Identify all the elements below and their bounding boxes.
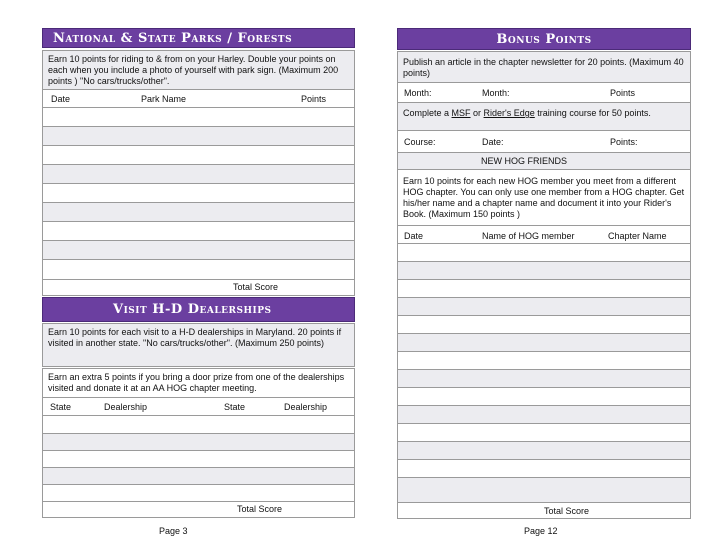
hog-column-header [397, 226, 691, 244]
table-row[interactable] [398, 370, 690, 388]
hog-col-name: Name of HOG member [482, 231, 575, 241]
hog-total-row [397, 503, 691, 519]
newsletter-column-header [397, 83, 691, 103]
table-row[interactable] [398, 334, 690, 352]
hog-header [397, 153, 691, 170]
training-col-date: Date: [482, 137, 504, 147]
table-row[interactable] [43, 222, 354, 241]
dealer-col-dealership-2: Dealership [284, 402, 328, 412]
hog-description-box [397, 170, 691, 226]
training-text-or: or [470, 108, 484, 118]
hog-description: Earn 10 points for each new HOG member you meet from a different HOG chapter. You can only use one member from a HOG chapter. Get his/her name and a chapter name and document it into your Rider's Book. (Maximum 150 points ) [403, 176, 685, 219]
parks-header [42, 28, 355, 48]
parks-col-park: Park Name [141, 94, 187, 104]
table-row[interactable] [398, 316, 690, 334]
training-text-post: training course for 50 points. [534, 108, 651, 118]
newsletter-box [397, 51, 691, 83]
newsletter-col-month-1: Month: [404, 88, 432, 98]
dealer-col-state-2: State [224, 402, 246, 412]
table-row[interactable] [43, 260, 354, 280]
dealerships-description-box [42, 323, 355, 367]
hog-entry-table [397, 244, 691, 503]
table-row[interactable] [43, 203, 354, 222]
parks-title: National & State Parks / Forests [53, 30, 293, 46]
hog-title: NEW HOG FRIENDS [481, 156, 568, 166]
dealerships-total-label: Total Score [237, 504, 283, 514]
table-row[interactable] [43, 416, 354, 434]
parks-col-date: Date [51, 94, 71, 104]
table-row[interactable] [43, 434, 354, 451]
dealerships-column-header [42, 398, 355, 416]
page-number-left: Page 3 [159, 526, 188, 536]
table-row[interactable] [398, 460, 690, 478]
table-row[interactable] [43, 451, 354, 468]
training-column-header [397, 131, 691, 153]
parks-total-label: Total Score [233, 282, 279, 292]
parks-total-row [42, 280, 355, 296]
dealerships-total-row [42, 502, 355, 518]
table-row[interactable] [43, 485, 354, 502]
table-row[interactable] [398, 352, 690, 370]
bonus-title: Bonus Points [496, 31, 592, 47]
dealerships-extra: Earn an extra 5 points if you bring a door prize from one of the dealerships visited and donate it at an AA HOG chapter meeting. [48, 372, 345, 393]
parks-description-box [42, 50, 355, 90]
table-row[interactable] [43, 146, 354, 165]
newsletter-col-month-2: Month: [482, 88, 510, 98]
table-row[interactable] [398, 262, 690, 280]
table-row[interactable] [43, 165, 354, 184]
table-row[interactable] [398, 388, 690, 406]
parks-entry-table [42, 108, 355, 280]
dealer-col-dealership-1: Dealership [104, 402, 148, 412]
table-row[interactable] [398, 442, 690, 460]
parks-column-header [42, 90, 355, 108]
table-row[interactable] [43, 127, 354, 146]
newsletter-col-points: Points [610, 88, 636, 98]
newsletter-text: Publish an article in the chapter newsletter for 20 points. (Maximum 40 points) [403, 57, 684, 78]
parks-col-points: Points [301, 94, 327, 104]
table-row[interactable] [398, 298, 690, 316]
training-text-pre: Complete a [403, 108, 452, 118]
table-row[interactable] [43, 241, 354, 260]
dealerships-extra-box [42, 368, 355, 398]
hog-total-label: Total Score [544, 506, 590, 516]
dealerships-title: Visit H-D Dealerships [113, 302, 272, 317]
table-row[interactable] [398, 424, 690, 442]
training-box [397, 103, 691, 131]
table-row[interactable] [398, 244, 690, 262]
training-col-course: Course: [404, 137, 436, 147]
training-col-points: Points: [610, 137, 638, 147]
table-row[interactable] [43, 468, 354, 485]
table-row[interactable] [398, 478, 690, 503]
table-row[interactable] [43, 184, 354, 203]
riders-edge-link[interactable]: Rider's Edge [483, 108, 535, 118]
table-row[interactable] [398, 406, 690, 424]
table-row[interactable] [398, 280, 690, 298]
hog-col-date: Date [404, 231, 424, 241]
page-number-right: Page 12 [524, 526, 558, 536]
parks-description: Earn 10 points for riding to & from on your Harley. Double your points on each when you include a photo of yourself with park sign. (Maximum 200 points ) "No cars/trucks/other". [48, 54, 339, 86]
dealerships-header [42, 297, 355, 322]
dealerships-entry-table [42, 416, 355, 502]
msf-link[interactable]: MSF [451, 108, 471, 118]
dealer-col-state-1: State [50, 402, 72, 412]
dealerships-description: Earn 10 points for each visit to a H-D dealerships in Maryland. 20 points if visited in another state. "No cars/trucks/other". (Maximum 250 points) [48, 327, 342, 348]
table-row[interactable] [43, 108, 354, 127]
bonus-header [397, 28, 691, 50]
hog-col-chapter: Chapter Name [608, 231, 667, 241]
